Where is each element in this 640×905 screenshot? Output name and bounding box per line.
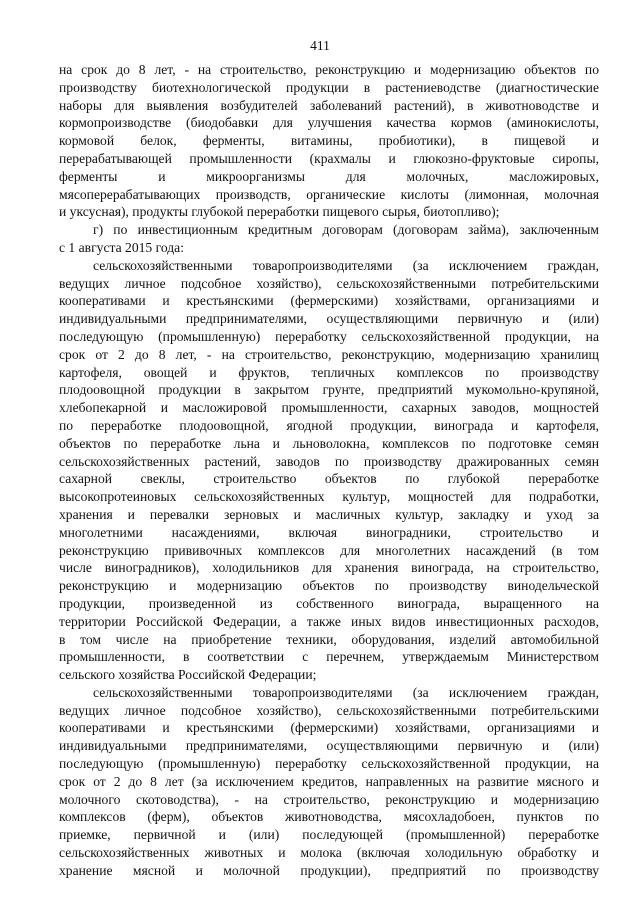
text-line: кооперативами и крестьянскими (фермерскими) хозяйствами, организациями и: [59, 720, 599, 736]
text-line: срок от 2 до 8 лет, - на строительство, реконструкцию, модернизацию хранилищ: [59, 346, 599, 362]
text-line: числе виноградников), холодильников для хранения винограда, на строительство,: [59, 560, 599, 576]
text-line: молочного скотоводства), - на строительство, реконструкцию и модернизацию: [59, 791, 599, 807]
text-line: картофеля, овощей и фруктов, тепличных комплексов по производству: [59, 364, 599, 380]
text-line: ведущих личное подсобное хозяйство), сельскохозяйственными потребительскими: [59, 702, 599, 718]
text-line: наборы для выявления возбудителей заболеваний растений), в животноводстве и: [59, 97, 599, 113]
text-line: сельскохозяйственными товаропроизводителями (за исключением граждан,: [93, 684, 599, 700]
page-number: 411: [310, 38, 330, 53]
text-line: в том числе на приобретение техники, оборудования, изделий автомобильной: [59, 631, 599, 647]
text-line: на срок до 8 лет, - на строительство, реконструкцию и модернизацию объектов по: [59, 62, 599, 77]
text-line: плодоовощной продукции в закрытом грунте, предприятий мукомольно-крупяной,: [59, 382, 599, 398]
text-line: реконструкцию прививочных комплексов для многолетних насаждений (в том: [59, 542, 599, 558]
text-line: мясоперерабатывающих производств, органические кислоты (лимонная, молочная: [59, 186, 599, 202]
text-line: индивидуальными предпринимателями, осуществляющими первичную и (или): [59, 738, 599, 754]
text-line: комплексов (ферм), объектов животноводства, мясохладобоен, пунктов по: [59, 809, 599, 825]
text-line: индивидуальными предпринимателями, осуществляющими первичную и (или): [59, 311, 599, 327]
text-line: хлебопекарной и масложировой промышленности, сахарных заводов, мощностей: [59, 400, 599, 416]
text-line: и уксусная), продукты глубокой переработки пищевого сырья, биотопливо);: [59, 204, 500, 220]
text-line: сельскохозяйственных животных и молока (включая холодильную обработку и: [59, 845, 599, 861]
text-line: хранения и перевалки зерновых и масличных культур, закладку и уход за: [59, 506, 599, 522]
text-line: сельского хозяйства Российской Федерации;: [59, 667, 317, 683]
text-line: территории Российской Федерации, а также иных видов инвестиционных расходов,: [59, 613, 599, 629]
text-line: последующую (промышленную) переработку сельскохозяйственной продукции, на: [59, 328, 599, 344]
text-line: срок от 2 до 8 лет (за исключением кредитов, направленных на развитие мясного и: [59, 773, 599, 789]
text-line: сельскохозяйственными товаропроизводителями (за исключением граждан,: [93, 257, 599, 273]
text-line: производству биотехнологической продукции в растениеводстве (диагностические: [59, 79, 599, 95]
document-body-text: [59, 61, 599, 880]
text-line: перерабатывающей промышленности (крахмалы и глюкозно-фруктовые сиропы,: [59, 150, 599, 166]
text-line: промышленности, в соответствии с перечнем, утверждаемым Министерством: [59, 649, 599, 665]
text-line: по переработке плодоовощной, ягодной продукции, винограда и картофеля,: [59, 417, 599, 433]
text-line: реконструкцию и модернизацию объектов по производству винодельческой: [59, 578, 599, 594]
text-line: высокопротеиновых сельскохозяйственных культур, мощностей для подработки,: [59, 489, 599, 505]
text-line: сахарной свеклы, строительство объектов по глубокой переработке: [59, 471, 599, 487]
text-line: ведущих личное подсобное хозяйство), сельскохозяйственными потребительскими: [59, 275, 599, 291]
text-line: г) по инвестиционным кредитным договорам (договорам займа), заключенным: [93, 222, 599, 238]
text-line: кооперативами и крестьянскими (фермерскими) хозяйствами, организациями и: [59, 293, 599, 309]
text-line: кормовой белок, ферменты, витамины, пробиотики), в пищевой и: [59, 133, 599, 149]
text-line: кормопроизводстве (биодобавки для улучшения качества кормов (аминокислоты,: [59, 115, 599, 131]
text-line: сельскохозяйственных растений, заводов по производству дражированных семян: [59, 453, 599, 469]
text-line: ферменты и микроорганизмы для молочных, масложировых,: [59, 168, 599, 184]
text-line: многолетними насаждениями, включая виноградники, строительство и: [59, 524, 599, 540]
text-line: с 1 августа 2015 года:: [59, 239, 184, 255]
text-line: последующую (промышленную) переработку сельскохозяйственной продукции, на: [59, 756, 599, 772]
text-line: приемке, первичной и (или) последующей (промышленной) переработке: [59, 827, 599, 843]
text-line: хранение мясной и молочной продукции), предприятий по производству: [59, 862, 599, 878]
text-line: продукции, произведенной из собственного винограда, выращенного на: [59, 595, 599, 611]
text-line: объектов по переработке льна и льноволокна, комплексов по подготовке семян: [59, 435, 599, 451]
